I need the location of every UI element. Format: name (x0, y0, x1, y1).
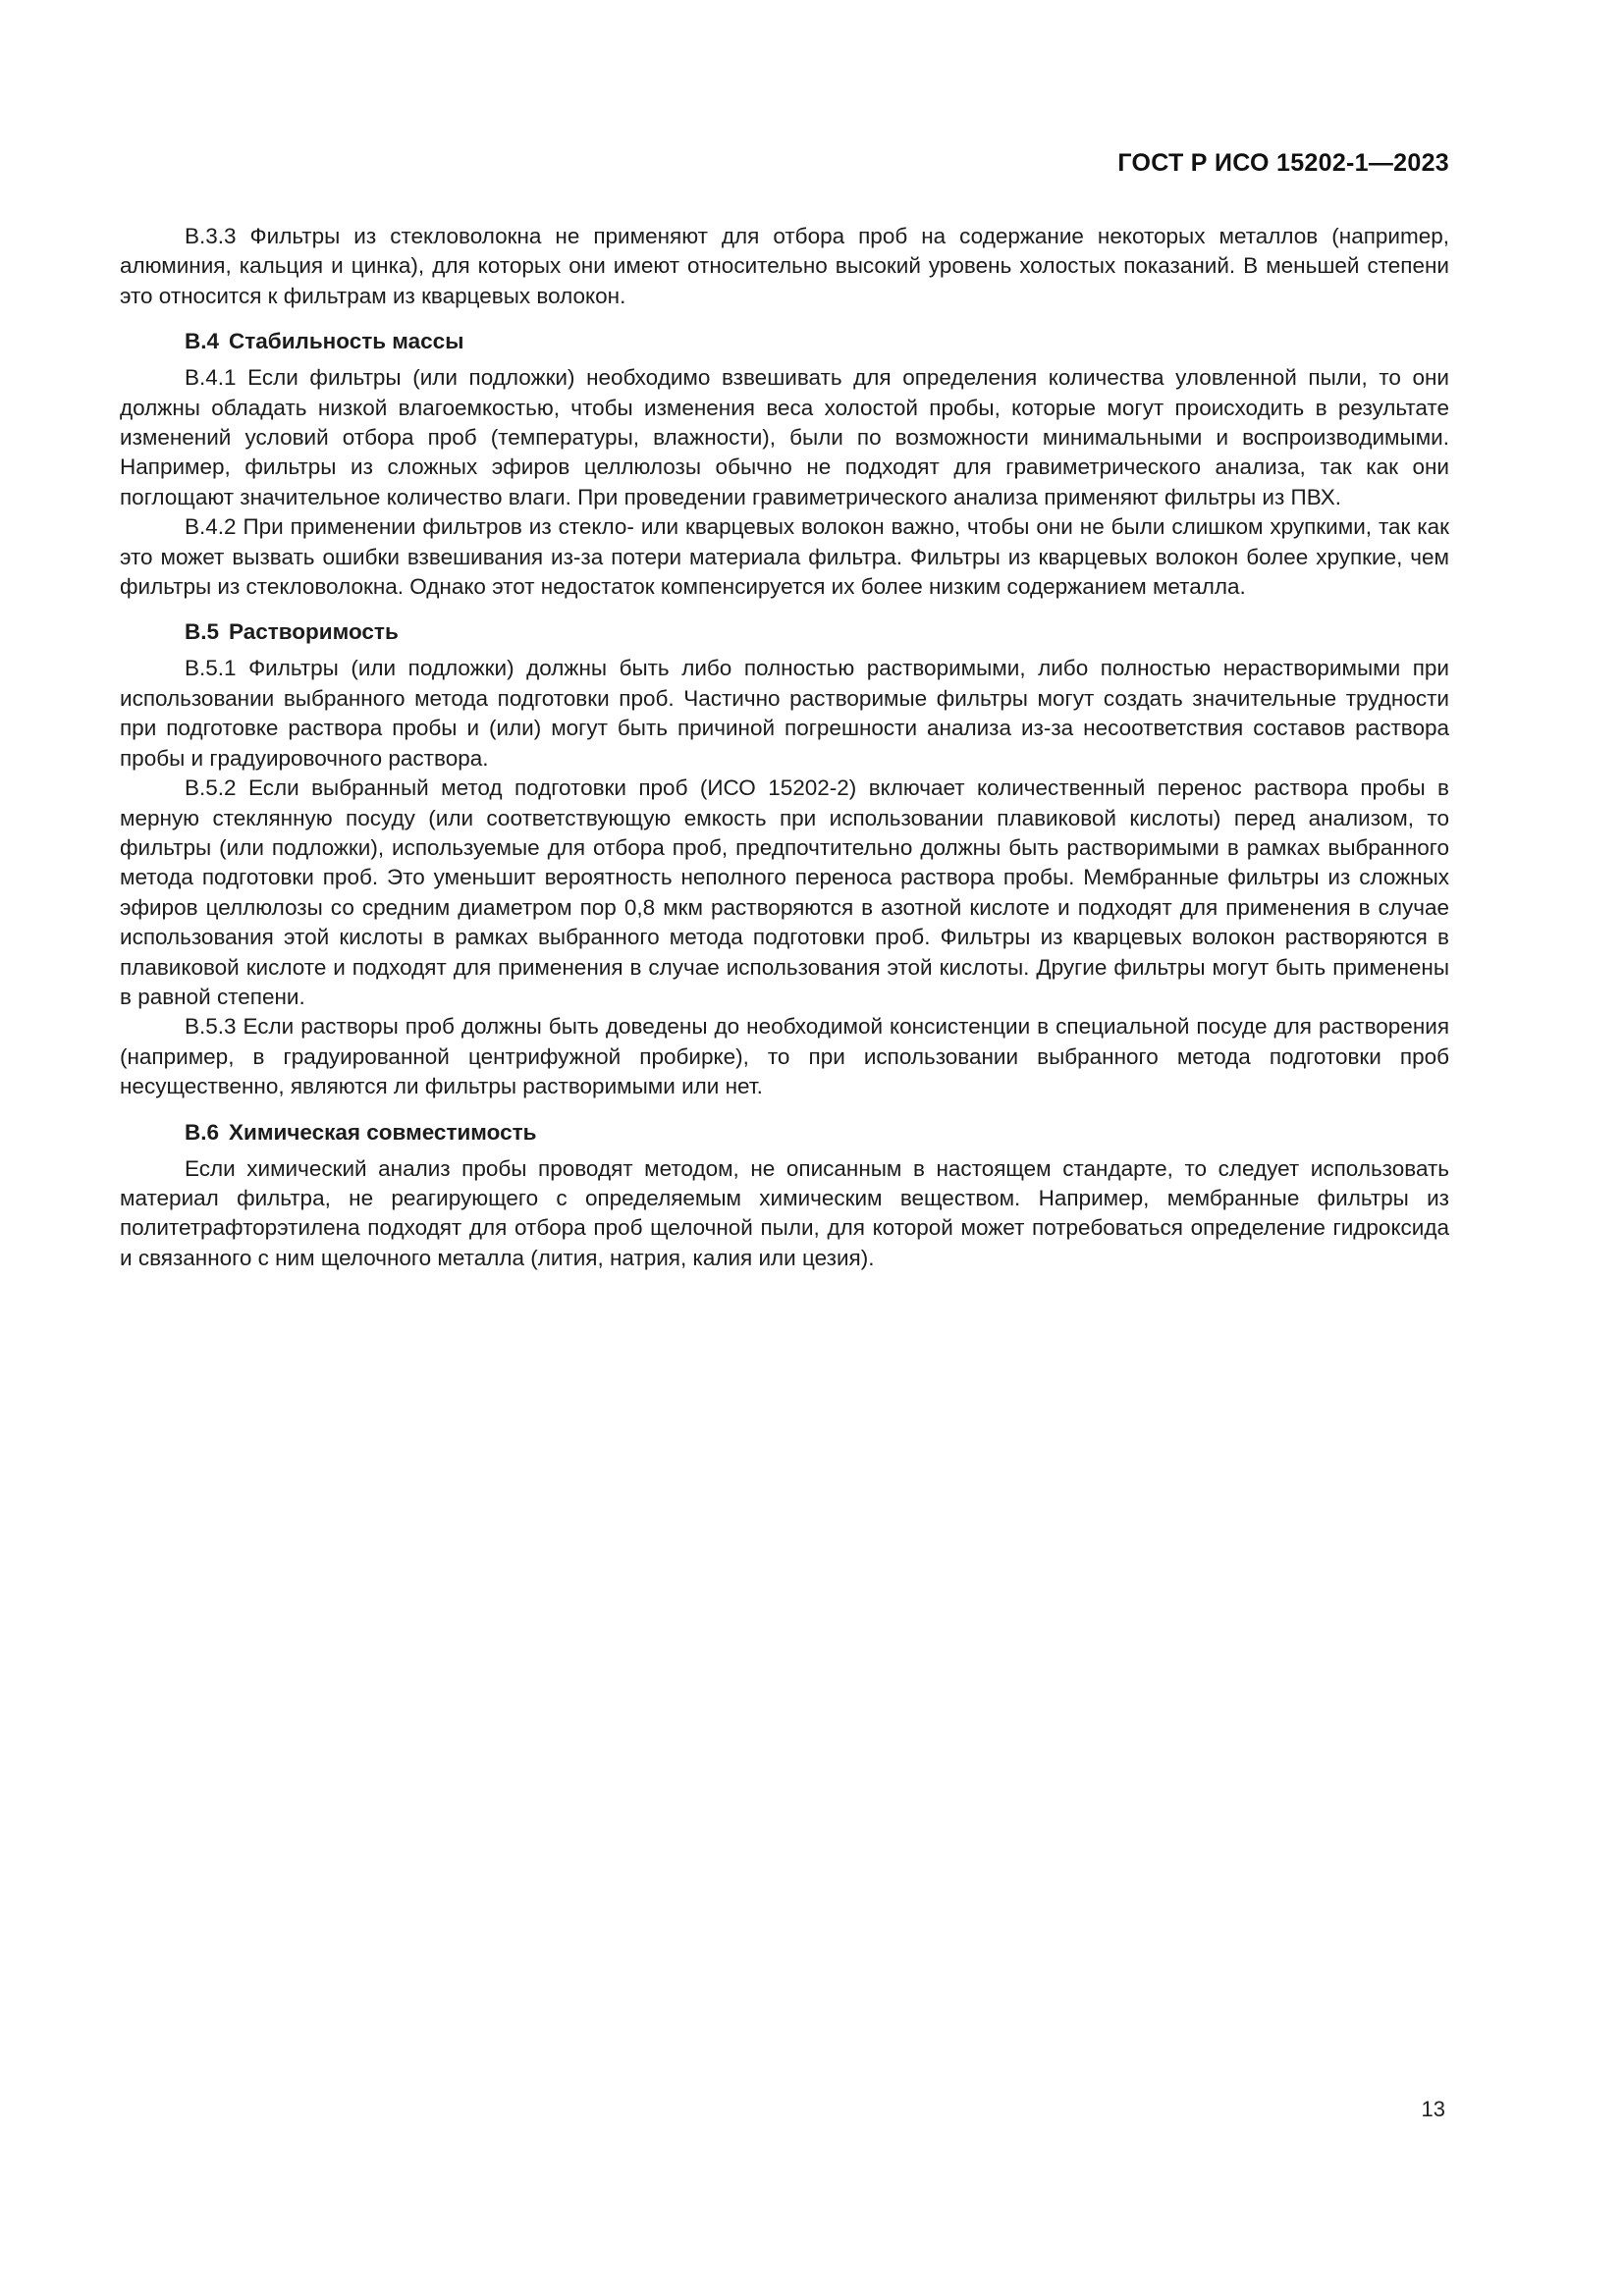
section-title-text: Растворимость (229, 619, 399, 645)
paragraph-b-5-2: B.5.2 Если выбранный метод подготовки проб (ИСО 15202-2) включает количественный перенос раствора пробы в мерную стеклянную посуду (или соответствующую емкость при использовании плавиковой кислоты) перед анализом, то фильтры (или подложки), используемые для отбора проб, предпочтительно должны быть растворимыми в рамках выбранного метода подготовки проб. Это уменьшит вероятность неполного переноса раствора пробы. Мембранные фильтры из сложных эфиров целлюлозы со средним диаметром пор 0,8 мкм растворяются в азотной кислоте и подходят для применения в случае использования этой кислоты в рамках выбранного метода подготовки проб. Фильтры из кварцевых волокон растворяются в плавиковой кислоте и подходят для применения в случае использования этой кислоты. Другие фильтры могут быть применены в равной степени. (120, 775, 1449, 1009)
document-body (120, 222, 1449, 1273)
section-heading-b-4 (120, 327, 1449, 356)
section-heading-b-5 (120, 617, 1449, 647)
paragraph-b-5-3: B.5.3 Если растворы проб должны быть доведены до необходимой консистенции в специальной посуде для растворения (например, в градуированной центрифужной пробирке), то при использовании выбранного метода подготовки проб несущественно, являются ли фильтры растворимыми или нет. (120, 1014, 1449, 1099)
section-number: B.5 (185, 619, 220, 645)
page-number: 13 (1421, 2097, 1445, 2121)
section-title-text: Химическая совместимость (229, 1119, 537, 1145)
paragraph-b-5-1: B.5.1 Фильтры (или подложки) должны быть либо полностью растворимыми, либо полностью нерастворимыми при использовании выбранного метода подготовки проб. Частично растворимые фильтры могут создать значительные трудности при подготовке раствора пробы и (или) могут быть причиной погрешности анализа из-за несоответствия составов раствора пробы и градуировочного раствора. (120, 656, 1449, 771)
document-code-header: ГОСТ Р ИСО 15202-1—2023 (1117, 149, 1449, 177)
paragraph-b-4-2: B.4.2 При применении фильтров из стекло- или кварцевых волокон важно, чтобы они не были слишком хрупкими, так как это может вызвать ошибки взвешивания из-за потери материала фильтра. Фильтры из кварцевых волокон более хрупкие, чем фильтры из стекловолокна. Однако этот недостаток компенсируется их более низким содержанием металла. (120, 514, 1449, 600)
paragraph-b-3-3: B.3.3 Фильтры из стекловолокна не применяют для отбора проб на содержание некоторых металлов (наприmер, алюминия, кальция и цинка), для которых они имеют относительно высокий уровень холостых показаний. В меньшей степени это относится к фильтрам из кварцевых волокон. (120, 224, 1449, 308)
section-number: B.4 (185, 329, 220, 354)
paragraph-b-4-1: B.4.1 Если фильтры (или подложки) необходимо взвешивать для определения количества уловленной пыли, то они должны обладать низкой влагоемкостью, чтобы изменения веса холостой пробы, которые могут происходить в результате изменений условий отбора проб (температуры, влажности), были по возможности минимальными и воспроизводимыми. Например, фильтры из сложных эфиров целлюлозы обычно не подходят для гравиметрического анализа, так как они поглощают значительное количество влаги. При проведении гравиметрического анализа применяют фильтры из ПВХ. (120, 365, 1449, 509)
section-title-text: Стабильность массы (229, 329, 464, 354)
section-number: B.6 (185, 1119, 220, 1145)
paragraph-b-6: Если химический анализ пробы проводят методом, не описанным в настоящем стандарте, то следует использовать материал фильтра, не реагирующего с определяемым химическим веществом. Например, мембранные фильтры из политетрафторэтилена подходят для отбора проб щелочной пыли, для которой может потребоваться определение гидроксида и связанного с ним щелочного металла (лития, натрия, калия или цезия). (120, 1155, 1449, 1270)
section-heading-b-6 (120, 1118, 1449, 1148)
